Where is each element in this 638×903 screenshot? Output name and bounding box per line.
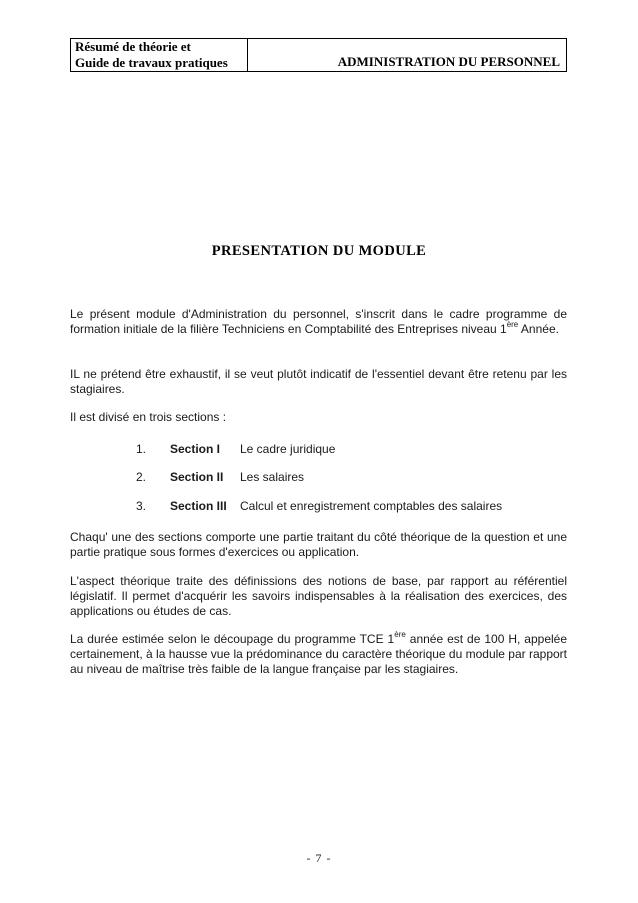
header-left-line2: Guide de travaux pratiques <box>75 54 228 70</box>
list-number: 3. <box>136 499 147 513</box>
page-title: PRESENTATION DU MODULE <box>211 243 427 259</box>
header-cell-left <box>71 39 248 71</box>
list-item-section-1 <box>136 442 566 457</box>
superscript-ere: ère <box>394 630 406 639</box>
paragraph-exhaustif: IL ne prétend être exhaustif, il se veut plutôt indicatif de l'essentiel devant être retenu par les stagiaires. <box>70 367 567 396</box>
list-number: 1. <box>136 442 147 456</box>
header-right-title: ADMINISTRATION DU PERSONNEL <box>337 53 560 69</box>
superscript-ere: ère <box>506 320 519 329</box>
header-table <box>70 38 567 72</box>
section-label: Section II <box>170 470 224 484</box>
list-item-section-3 <box>136 499 566 514</box>
section-label: Section I <box>170 442 221 456</box>
header-left-line1: Résumé de théorie et <box>75 39 191 54</box>
paragraph-intro-end: Année. <box>518 322 559 336</box>
paragraph-duree <box>70 632 567 677</box>
paragraph-duree-text: La durée estimée selon le découpage du programme TCE 1 <box>70 632 395 646</box>
section-text: Le cadre juridique <box>240 442 336 456</box>
paragraph-aspect-theorique: L'aspect théorique traite des définissions des notions de base, par rapport au référentiel législatif. Il permet d'acquérir les savoirs indispensables à la réalisation des exercices, des applications ou études de cas. <box>70 574 567 618</box>
paragraph-duree-end: année est de 100 H, appelée certainement, à la hausse vue la prédominance du caractère théorique du module par rapport au niveau de maîtrise très faible de la langue française par les stagiaires. <box>70 632 568 676</box>
section-text: Les salaires <box>240 470 305 484</box>
paragraph-intro-text: Le présent module d'Administration du personnel, s'inscrit dans le cadre programme de formation initiale de la filière Techniciens en Comptabilité des Entreprises niveau 1 <box>70 307 567 336</box>
section-text: Calcul et enregistrement comptables des salaires <box>240 499 503 513</box>
header-cell-right <box>248 39 566 71</box>
list-number: 2. <box>136 470 147 484</box>
section-label: Section III <box>170 499 227 513</box>
paragraph-divise: Il est divisé en trois sections : <box>70 410 227 424</box>
paragraph-chaque-section: Chaqu' une des sections comporte une partie traitant du côté théorique de la question et une partie pratique sous formes d'exercices ou application. <box>70 530 567 559</box>
page-number: - 7 - <box>306 851 332 865</box>
list-item-section-2 <box>136 470 566 485</box>
paragraph-intro <box>70 307 567 337</box>
